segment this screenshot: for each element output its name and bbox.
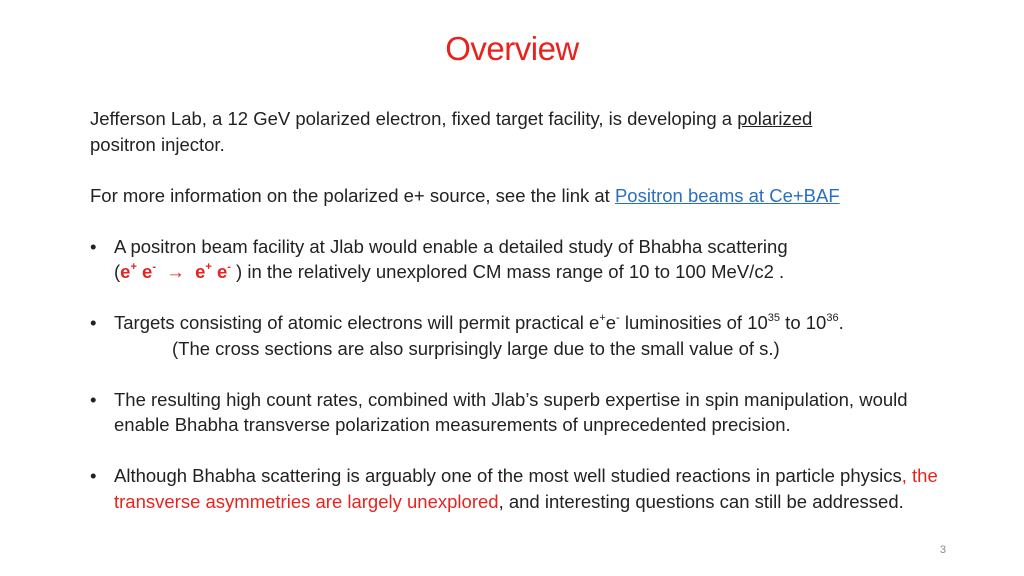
intro-paragraph <box>90 106 950 157</box>
page-number: 3 <box>939 544 946 556</box>
bullet-icon: • <box>90 465 97 486</box>
slide-body <box>90 106 950 514</box>
highlight-text: the transverse asymmetries are largely unexplored <box>114 465 938 512</box>
bullet-asymmetries: • Although Bhabha scattering is arguably one of the most well studied reactions in particle physics, the transverse asymmetries are largely unexplored, and interesting questions can still be addressed. <box>90 465 938 512</box>
bullet-1-line1: A positron beam facility at Jlab would enable a detailed study of Bhabha scattering <box>114 235 788 257</box>
info-text: For more information on the polarized e+ source, see the link at <box>90 184 615 206</box>
bullet-bhabha-study: • A positron beam facility at Jlab would enable a detailed study of Bhabha scattering (e+ e- → e+ e- ) in the relatively unexplored CM mass range of 10 to 100 MeV/c2 . <box>90 235 788 282</box>
bullet-icon: • <box>90 235 97 257</box>
arrow-right-icon: → <box>166 261 185 282</box>
bullet-3-text: The resulting high count rates, combined with Jlab’s superb expertise in spin manipulation, would enable Bhabha transverse polarization measurements of unprecedented precision. <box>114 388 908 435</box>
bullet-count-rates <box>90 387 950 438</box>
bullet-icon: • <box>90 312 97 333</box>
positron-beams-link[interactable]: Positron beams at Ce+BAF <box>614 184 840 206</box>
bullet-1-tail: ) in the relatively unexplored CM mass range of 10 to 100 MeV/c2 . <box>230 261 785 282</box>
info-paragraph <box>90 183 950 209</box>
bullet-2-note: (The cross sections are also surprisingly large due to the small value of s.) <box>172 337 780 359</box>
slide-title: Overview <box>445 30 579 67</box>
intro-text-end: positron injector. <box>90 133 225 155</box>
intro-text: Jefferson Lab, a 12 GeV polarized electron, fixed target facility, is developing a <box>90 108 738 129</box>
polarized-underlined: polarized <box>737 108 813 129</box>
reaction-e: e <box>120 261 131 282</box>
bullet-icon: • <box>90 388 97 410</box>
bullet-targets: • Targets consisting of atomic electrons will permit practical e+e- luminosities of $10^{35}$ to $10^{36}$. (The cross sections are also surprisingly large due to the small value of s.) <box>90 311 844 359</box>
